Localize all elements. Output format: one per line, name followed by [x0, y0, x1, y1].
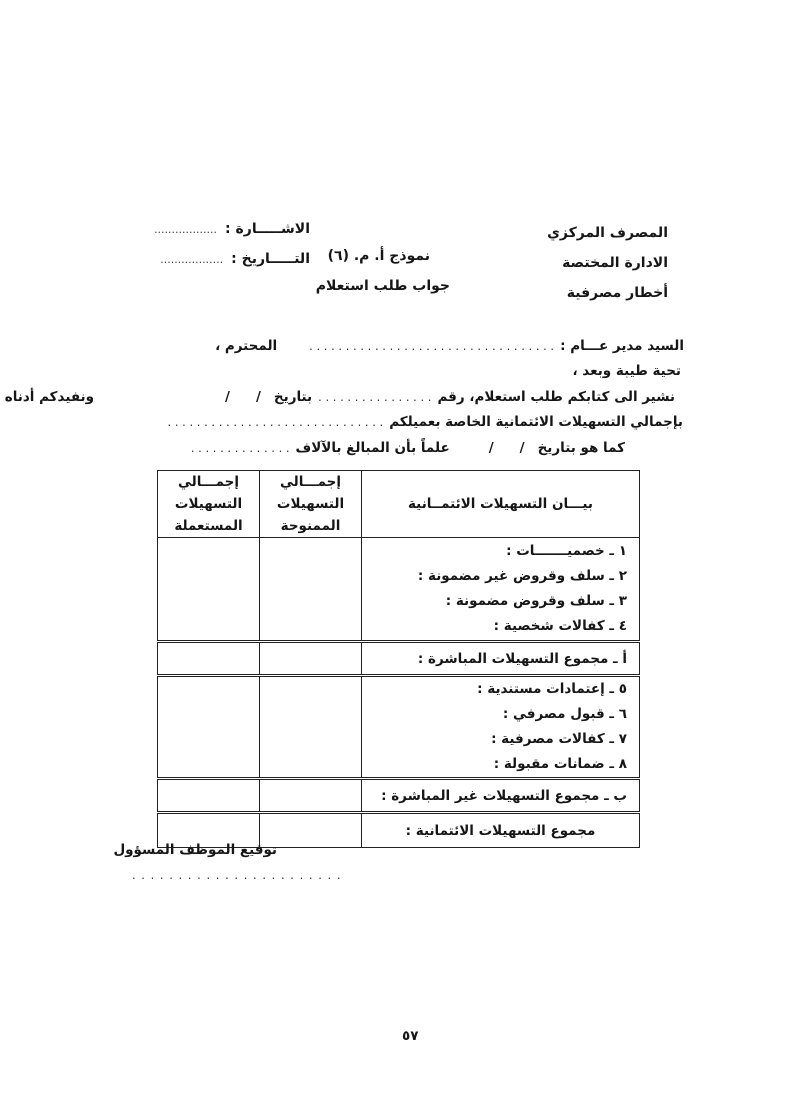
- item-bank-guarantees: ٧ ـ كفالات مصرفية :: [491, 731, 627, 747]
- date-blank: ..................: [160, 253, 224, 266]
- asof-label: كما هو بتاريخ: [537, 440, 625, 456]
- total-direct-row: [158, 642, 640, 676]
- issuer-block: [547, 218, 668, 308]
- date-slash-1: /: [255, 389, 261, 405]
- addressee-line: [215, 338, 684, 354]
- signature-label: توقيع الموظف المسؤول: [113, 842, 277, 858]
- table-header-row: [158, 471, 640, 538]
- item-accepted-collateral: ٨ ـ ضمانات مقبولة :: [493, 756, 627, 772]
- issuer-line-banking-risks: أخطار مصرفية: [566, 285, 668, 301]
- asof-line: [185, 440, 625, 456]
- addressee-blank: . . . . . . . . . . . . . . . . . . . . . . . . . . . . . . . . . .: [309, 339, 555, 353]
- asof-slash-2: /: [488, 440, 494, 456]
- client-name-blank: . . . . . . . . . . . . . . . . . . . . . . . . . . . . . .: [167, 415, 384, 429]
- col-header-statement: بيـــان التسهيلات الائتمــانية: [362, 471, 640, 538]
- page-number: ٥٧: [402, 1028, 419, 1044]
- date-label: التـــــاريخ :: [231, 251, 310, 267]
- col-header-total-granted: إجمـــالي التسهيلات الممنوحة: [260, 471, 362, 538]
- col-header-total-used: إجمـــالي التسهيلات المستعملة: [158, 471, 260, 538]
- item-bank-acceptance: ٦ ـ قبول مصرفي :: [502, 706, 627, 722]
- used-amount-cell: [158, 676, 260, 779]
- granted-amount-cell: [260, 642, 362, 676]
- total-indirect-label: ب ـ مجموع التسهيلات غير المباشرة :: [362, 779, 640, 813]
- total-facilities-line: [162, 414, 683, 430]
- dated-label: بتاريخ: [273, 389, 313, 405]
- reference-field: [154, 221, 310, 237]
- item-documentary-credits: ٥ ـ إعتمادات مستندية :: [477, 681, 627, 697]
- direct-items-labels: [362, 538, 640, 642]
- addressee-label: السيد مدير عـــام :: [560, 338, 684, 354]
- reference-intro-line: [5, 389, 675, 405]
- issuer-line-central-bank: المصرف المركزي: [547, 225, 668, 241]
- date-field: [160, 251, 310, 267]
- used-amount-cell: [158, 779, 260, 813]
- amounts-note: علماً بأن المبالغ بالآلاف: [295, 440, 450, 456]
- item-secured-loans: ٣ ـ سلف وقروض مضمونة :: [445, 593, 627, 609]
- total-intro-text: بإجمالي التسهيلات الائتمانية الخاصة بعميلكم: [389, 414, 683, 430]
- total-direct-label: أ ـ مجموع التسهيلات المباشرة :: [362, 642, 640, 676]
- granted-amount-cell: [260, 676, 362, 779]
- used-amount-cell: [158, 642, 260, 676]
- greeting-line: تحية طيبة وبعد ،: [572, 363, 681, 379]
- honorific: المحترم ،: [215, 338, 278, 354]
- indirect-items-labels: [362, 676, 640, 779]
- amounts-blank: . . . . . . . . . . . . . .: [190, 441, 290, 455]
- granted-amount-cell: [260, 538, 362, 642]
- granted-amount-cell: [260, 779, 362, 813]
- signature-blank: . . . . . . . . . . . . . . . . . . . . . . .: [132, 868, 342, 882]
- reference-label: الاشـــــارة :: [225, 221, 310, 237]
- item-personal-guarantees: ٤ ـ كفالات شخصية :: [493, 618, 627, 634]
- reference-blank: ..................: [154, 223, 218, 236]
- direct-items-row: [158, 538, 640, 642]
- issuer-line-department: الادارة المختصة: [562, 255, 668, 271]
- date-slash-2: /: [225, 389, 230, 405]
- indirect-items-row: [158, 676, 640, 779]
- item-discounts: ١ ـ خصميـــــــات :: [506, 543, 627, 559]
- inform-tail: ونفيدكم أدناه: [4, 389, 95, 405]
- ref-number-blank: . . . . . . . . . . . . . . . .: [318, 390, 432, 404]
- ref-intro-text: نشير الى كتابكم طلب استعلام، رقم: [437, 389, 675, 405]
- total-indirect-row: [158, 779, 640, 813]
- form-title: جواب طلب استعلام: [315, 278, 450, 294]
- credit-facilities-table: [157, 470, 640, 848]
- asof-slash-1: /: [519, 440, 525, 456]
- grand-total-label: مجموع التسهيلات الائتمانية :: [362, 813, 640, 848]
- used-amount-cell: [158, 538, 260, 642]
- form-number: نموذج أ. م. (٦): [327, 248, 430, 264]
- item-unsecured-loans: ٢ ـ سلف وقروض غير مضمونة :: [417, 568, 627, 584]
